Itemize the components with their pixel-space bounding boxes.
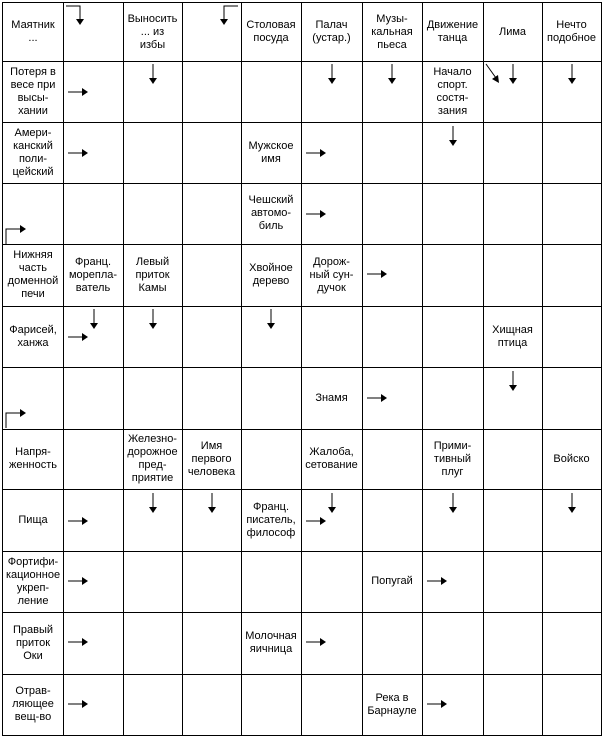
arrow-right-icon	[306, 516, 326, 526]
cell-r5c3[interactable]	[182, 306, 242, 368]
cell-r4c8[interactable]	[483, 244, 543, 307]
cell-r9c2[interactable]	[123, 551, 183, 613]
cell-r2c0	[2, 122, 64, 184]
cell-r1c0	[2, 61, 64, 123]
cell-r1c3[interactable]	[182, 61, 242, 123]
cell-r7c6[interactable]	[362, 429, 423, 490]
cell-r5c9[interactable]	[542, 306, 602, 368]
arrow-down-icon	[448, 126, 458, 146]
cell-r6c5	[301, 367, 363, 430]
arrow-right-icon	[306, 148, 326, 158]
cell-r0c8	[483, 2, 543, 62]
bent-arrow-up-right-icon	[4, 408, 26, 428]
cell-r4c5	[301, 244, 363, 307]
cell-r4c1	[63, 244, 124, 307]
cell-r5c0	[2, 306, 64, 368]
arrow-right-icon	[68, 332, 88, 342]
clue-railway-enterprise: Железно- дорожное пред- приятие	[127, 433, 178, 484]
cell-r7c7	[422, 429, 484, 490]
cell-r0c6	[362, 2, 423, 62]
arrow-right-icon	[68, 87, 88, 97]
cell-r4c7[interactable]	[422, 244, 484, 307]
clue-bird-of-prey: Хищная птица	[492, 323, 533, 349]
clue-tension: Напря- женность	[8, 446, 57, 471]
cell-r11c9[interactable]	[542, 674, 602, 736]
clue-food: Пища	[18, 513, 48, 526]
clue-executioner: Палач (устар.)	[312, 19, 351, 44]
cell-r6c2[interactable]	[123, 367, 183, 430]
cell-r0c4	[241, 2, 302, 62]
clue-weight-loss-drying: Потеря в весе при высы- хании	[10, 65, 56, 117]
cell-r9c4[interactable]	[241, 551, 302, 613]
arrow-down-icon	[327, 493, 337, 513]
cell-r9c5[interactable]	[301, 551, 363, 613]
arrow-right-icon	[68, 576, 88, 586]
cell-r7c8[interactable]	[483, 429, 543, 490]
clue-french-navigator: Франц. морепла- ватель	[68, 255, 118, 294]
cell-r0c0	[2, 2, 64, 62]
cell-r10c2[interactable]	[123, 612, 183, 675]
cell-r11c0	[2, 674, 64, 736]
cell-r8c8[interactable]	[483, 489, 543, 552]
clue-milk-omelette: Молочная яичница	[245, 630, 297, 655]
clue-american-policeman: Амери- канский поли- цейский	[12, 126, 54, 178]
cell-r10c9[interactable]	[542, 612, 602, 675]
cell-r0c9	[542, 2, 602, 62]
clue-czech-car: Чешский автомо- биль	[248, 194, 294, 232]
cell-r9c6	[362, 551, 423, 613]
clue-fortification: Фортифи- кационное укреп- ление	[5, 555, 61, 607]
clue-lima: Лима	[498, 25, 527, 38]
clue-banner: Знамя	[315, 391, 348, 404]
cell-r1c7	[422, 61, 484, 123]
cell-r8c4	[241, 489, 302, 552]
arrow-right-icon	[367, 269, 387, 279]
arrow-right-icon	[427, 576, 447, 586]
arrow-down-icon	[387, 64, 397, 84]
arrow-right-icon	[68, 148, 88, 158]
cell-r7c3	[182, 429, 242, 490]
cell-r3c6[interactable]	[362, 183, 423, 245]
arrow-right-icon	[367, 393, 387, 403]
arrow-down-icon	[266, 309, 276, 329]
cell-r0c5	[301, 2, 363, 62]
cell-r7c9	[542, 429, 602, 490]
cell-r4c4	[241, 244, 302, 307]
arrow-right-icon	[306, 637, 326, 647]
cell-r7c4[interactable]	[241, 429, 302, 490]
clue-oka-right-tributary: Правый приток Оки	[12, 623, 54, 662]
clue-first-man-name: Имя первого человека	[187, 439, 236, 478]
cell-r3c4	[241, 183, 302, 245]
diagonal-arrow-icon	[486, 64, 504, 84]
bent-arrow-right-down-icon	[66, 3, 86, 25]
cell-r4c3[interactable]	[182, 244, 242, 307]
cell-r7c2	[123, 429, 183, 490]
cell-r3c8[interactable]	[483, 183, 543, 245]
cell-r7c5	[301, 429, 363, 490]
cell-r10c3[interactable]	[182, 612, 242, 675]
clue-male-name: Мужское имя	[248, 139, 294, 165]
cell-r6c1[interactable]	[63, 367, 124, 430]
clue-complaint-lament: Жалоба, сетование	[305, 446, 358, 471]
clue-pharisee-hypocrite: Фарисей, ханжа	[9, 323, 57, 349]
cell-r4c2	[123, 244, 183, 307]
cell-r7c0	[2, 429, 64, 490]
cell-r2c2[interactable]	[123, 122, 183, 184]
cell-r11c2[interactable]	[123, 674, 183, 736]
arrow-right-icon	[427, 699, 447, 709]
arrow-down-icon	[327, 64, 337, 84]
cell-r10c0	[2, 612, 64, 675]
clue-kama-left-tributary: Левый приток Камы	[135, 255, 170, 294]
clue-dance-movement: Движение танца	[426, 19, 479, 44]
cell-r6c3[interactable]	[182, 367, 242, 430]
cell-r11c6	[362, 674, 423, 736]
cell-r11c5[interactable]	[301, 674, 363, 736]
arrow-down-icon	[148, 493, 158, 513]
cell-r3c3[interactable]	[182, 183, 242, 245]
clue-blast-furnace-bottom: Нижняя часть доменной печи	[7, 249, 59, 300]
cell-r0c2	[123, 2, 183, 62]
cell-r6c7[interactable]	[422, 367, 484, 430]
arrow-down-icon	[567, 493, 577, 513]
clue-poisonous-substance: Отрав- ляющее вещ-во	[12, 685, 54, 723]
cell-r3c9[interactable]	[542, 183, 602, 245]
cell-r5c7[interactable]	[422, 306, 484, 368]
cell-r3c7[interactable]	[422, 183, 484, 245]
clue-something-similar: Нечто подобное	[547, 19, 596, 44]
clue-musical-piece: Музы- кальная пьеса	[371, 12, 413, 51]
cell-r5c5[interactable]	[301, 306, 363, 368]
cell-r11c4[interactable]	[241, 674, 302, 736]
cell-r3c2[interactable]	[123, 183, 183, 245]
clue-conifer-tree: Хвойное дерево	[249, 262, 293, 287]
clue-start-of-competition: Начало спорт. состя- зания	[433, 65, 472, 117]
clue-parrot: Попугай	[371, 575, 413, 587]
arrow-right-icon	[68, 516, 88, 526]
cell-r5c8	[483, 306, 543, 368]
cell-r1c4[interactable]	[241, 61, 302, 123]
cell-r8c0	[2, 489, 64, 552]
cell-r9c0	[2, 551, 64, 613]
cell-r3c1[interactable]	[63, 183, 124, 245]
cell-r2c4	[241, 122, 302, 184]
arrow-down-icon	[448, 493, 458, 513]
clue-pendulum: Маятник ...	[11, 19, 55, 44]
cell-r9c9[interactable]	[542, 551, 602, 613]
arrow-down-icon	[567, 64, 577, 84]
cell-r4c0	[2, 244, 64, 307]
clue-barnaul-river: Река в Барнауле	[367, 691, 417, 717]
cell-r0c7	[422, 2, 484, 62]
arrow-down-icon	[148, 64, 158, 84]
cell-r6c9[interactable]	[542, 367, 602, 430]
clue-french-writer-philosopher: Франц. писатель, философ	[246, 500, 296, 539]
cell-r9c8[interactable]	[483, 551, 543, 613]
cell-r10c6[interactable]	[362, 612, 423, 675]
cell-r8c6[interactable]	[362, 489, 423, 552]
arrow-right-icon	[68, 699, 88, 709]
cell-r11c3[interactable]	[182, 674, 242, 736]
clue-carry-out-of-hut: Выносить ... из избы	[127, 12, 178, 51]
arrow-down-icon	[148, 309, 158, 329]
cell-r2c6[interactable]	[362, 122, 423, 184]
clue-army: Войско	[553, 452, 590, 465]
arrow-right-icon	[306, 209, 326, 219]
cell-r9c3[interactable]	[182, 551, 242, 613]
arrow-down-icon	[508, 64, 518, 84]
arrow-down-icon	[207, 493, 217, 513]
clue-tableware: Столовая посуда	[246, 19, 296, 44]
cell-r2c3[interactable]	[182, 122, 242, 184]
cell-r10c4	[241, 612, 302, 675]
cell-r5c6[interactable]	[362, 306, 423, 368]
cell-r6c4[interactable]	[241, 367, 302, 430]
cell-r2c8[interactable]	[483, 122, 543, 184]
cell-r7c1[interactable]	[63, 429, 124, 490]
cell-r4c9[interactable]	[542, 244, 602, 307]
clue-travel-chest: Дорож- ный сун- дучок	[309, 255, 354, 294]
arrow-right-icon	[68, 637, 88, 647]
cell-r11c8[interactable]	[483, 674, 543, 736]
cell-r10c8[interactable]	[483, 612, 543, 675]
arrow-down-icon	[89, 309, 99, 329]
arrow-down-icon	[508, 371, 518, 391]
bent-arrow-left-down-icon	[218, 3, 238, 25]
bent-arrow-up-right-icon	[4, 224, 26, 244]
clue-primitive-plough: Прими- тивный плуг	[433, 439, 472, 478]
cell-r10c7[interactable]	[422, 612, 484, 675]
cell-r2c9[interactable]	[542, 122, 602, 184]
